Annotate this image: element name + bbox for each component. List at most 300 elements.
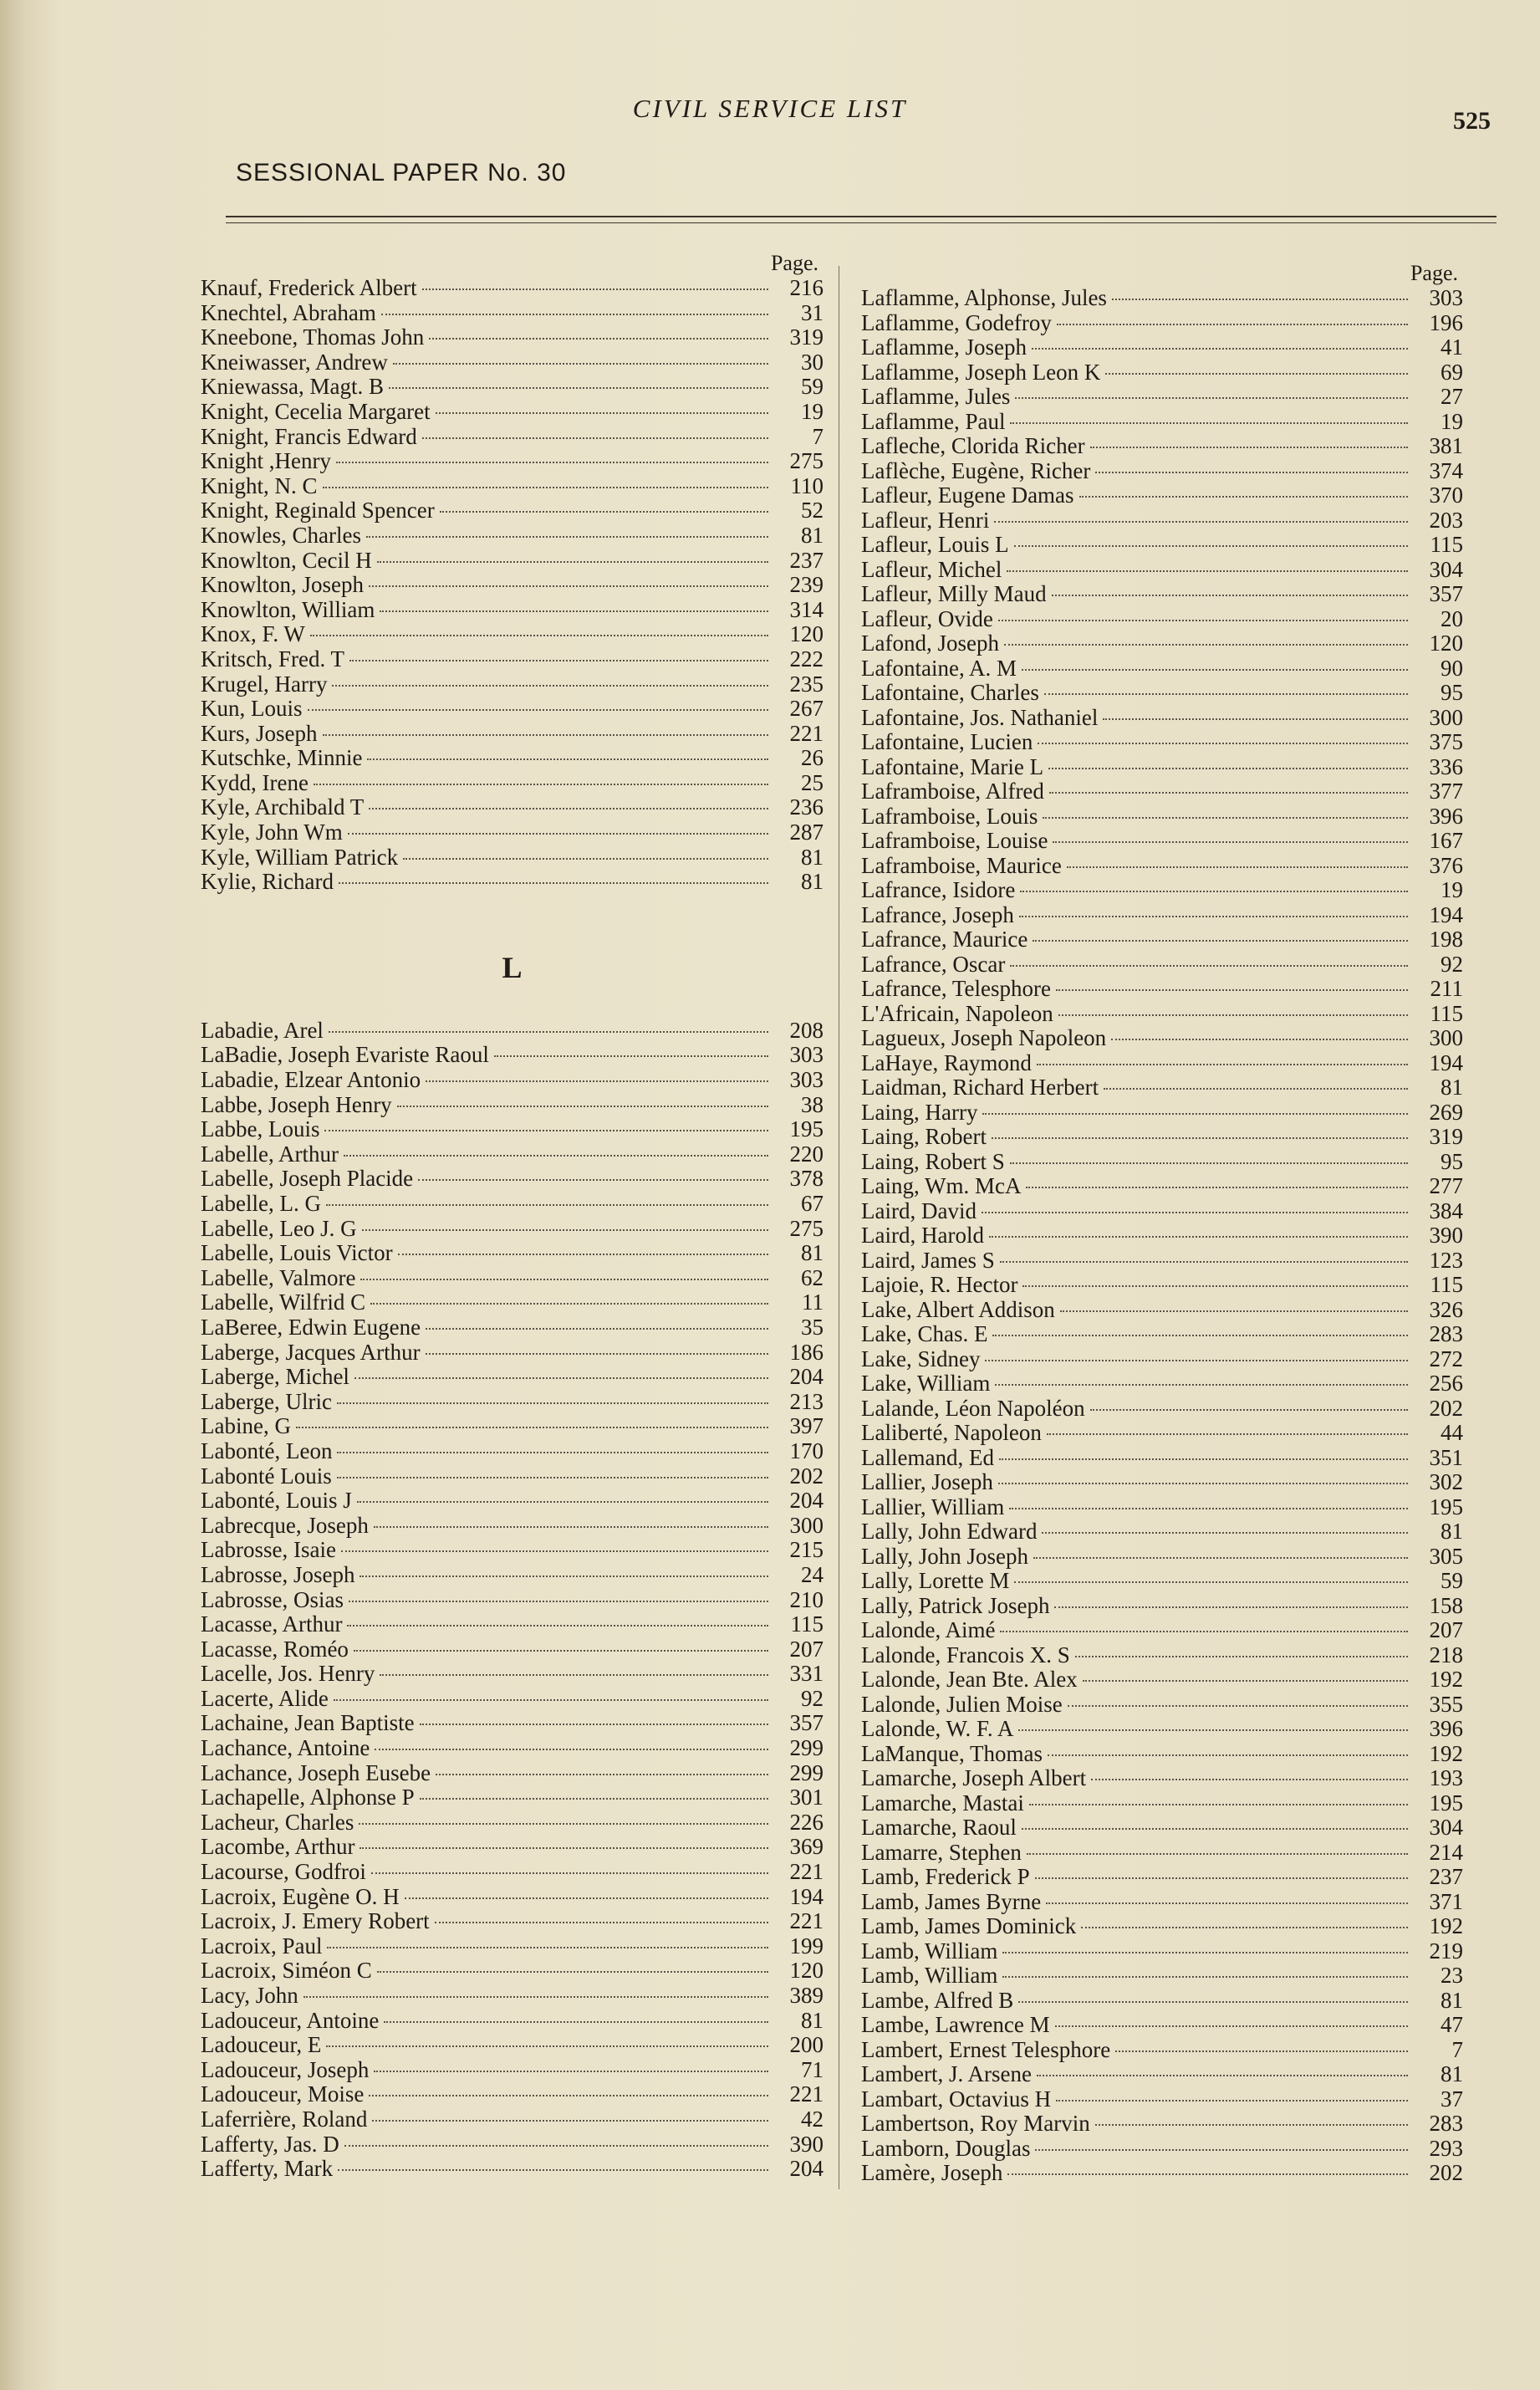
entry-name: Lafontaine, Marie L xyxy=(861,753,1044,779)
entry-name: Labrosse, Joseph xyxy=(201,1561,355,1587)
entry-page: 213 xyxy=(789,1388,824,1414)
dot-leader xyxy=(992,1136,1408,1139)
entry-name: Lacroix, J. Emery Robert xyxy=(201,1908,430,1934)
entry-name: Laing, Harry xyxy=(861,1099,978,1125)
dot-leader xyxy=(1014,544,1408,547)
dot-leader xyxy=(372,2119,768,2122)
index-entry xyxy=(201,1290,824,1315)
index-entry xyxy=(201,1835,824,1860)
index-entry xyxy=(201,2009,824,2034)
entry-page: 200 xyxy=(789,2032,824,2058)
dot-leader xyxy=(296,1426,768,1428)
dot-leader xyxy=(1112,298,1408,300)
entry-name: Laliberté, Napoleon xyxy=(861,1420,1042,1445)
index-entry xyxy=(201,870,824,895)
entry-name: Laird, David xyxy=(861,1198,977,1223)
entry-page: 30 xyxy=(801,349,824,375)
dot-leader xyxy=(371,1872,768,1874)
index-entry xyxy=(201,301,824,326)
entry-name: Lafferty, Jas. D xyxy=(201,2131,339,2157)
index-entry xyxy=(861,1495,1463,1520)
index-entry xyxy=(861,804,1463,830)
entry-name: LaHaye, Raymond xyxy=(861,1049,1032,1075)
left-entries-k xyxy=(201,276,824,895)
entry-name: Labelle, Wilfrid C xyxy=(201,1289,366,1315)
entry-page: 7 xyxy=(1451,2036,1463,2062)
dot-leader xyxy=(389,386,768,389)
index-entry xyxy=(861,878,1463,903)
index-entry xyxy=(861,1051,1463,1076)
index-entry xyxy=(861,1791,1463,1816)
index-entry xyxy=(861,2112,1463,2137)
dot-leader xyxy=(1105,372,1408,375)
dot-leader xyxy=(367,758,768,760)
entry-name: Lally, John Edward xyxy=(861,1519,1038,1544)
index-entry xyxy=(201,1736,824,1761)
entry-page: 52 xyxy=(801,498,824,523)
entry-page: 115 xyxy=(1430,1272,1463,1297)
entry-name: Lambe, Alfred B xyxy=(861,1987,1014,2013)
entry-page: 331 xyxy=(789,1661,824,1687)
index-entry xyxy=(201,1785,824,1810)
entry-page: 218 xyxy=(1429,1642,1463,1667)
index-entry xyxy=(861,1397,1463,1422)
entry-page: 81 xyxy=(801,2007,824,2033)
dot-leader xyxy=(339,881,768,884)
dot-leader xyxy=(1037,1063,1408,1065)
index-entry xyxy=(861,1890,1463,1915)
index-entry xyxy=(201,1464,824,1489)
entry-page: 81 xyxy=(801,1240,824,1266)
index-entry xyxy=(861,385,1463,410)
entry-name: Lalonde, Jean Bte. Alex xyxy=(861,1667,1078,1692)
entry-page: 374 xyxy=(1429,457,1463,483)
index-entry xyxy=(861,779,1463,804)
entry-page: 390 xyxy=(1429,1223,1463,1248)
entry-name: Lafontaine, Jos. Nathaniel xyxy=(861,704,1099,730)
dot-leader xyxy=(1032,347,1408,350)
entry-name: Laframboise, Maurice xyxy=(861,852,1062,878)
entry-name: Lalonde, Julien Moise xyxy=(861,1691,1063,1717)
dot-leader xyxy=(381,313,768,315)
dot-leader xyxy=(440,510,768,513)
entry-page: 303 xyxy=(1429,285,1463,310)
right-entries-l xyxy=(861,286,1463,2186)
dot-leader xyxy=(349,659,768,661)
entry-page: 202 xyxy=(789,1463,824,1489)
dot-leader xyxy=(1007,569,1408,572)
index-entry xyxy=(861,1914,1463,1939)
index-entry xyxy=(201,474,824,499)
entry-name: Lamarre, Stephen xyxy=(861,1839,1022,1865)
index-entry xyxy=(201,1117,824,1142)
dot-leader xyxy=(1037,2074,1408,2076)
entry-page: 26 xyxy=(801,745,824,771)
index-entry xyxy=(861,1865,1463,1890)
entry-page: 59 xyxy=(1441,1568,1463,1593)
entry-name: LaBadie, Joseph Evariste Raoul xyxy=(201,1042,489,1068)
entry-name: Lamarche, Joseph Albert xyxy=(861,1765,1087,1790)
entry-page: 202 xyxy=(1429,2160,1463,2185)
dot-leader xyxy=(994,520,1408,523)
entry-name: Labadie, Arel xyxy=(201,1017,324,1043)
entry-name: Lamborn, Douglas xyxy=(861,2135,1031,2161)
entry-page: 19 xyxy=(1441,877,1463,902)
entry-name: Laflamme, Godefroy xyxy=(861,309,1052,335)
entry-name: Laird, Harold xyxy=(861,1223,984,1248)
index-entry xyxy=(861,2161,1463,2186)
dot-leader xyxy=(1052,594,1408,596)
entry-page: 221 xyxy=(789,2081,824,2107)
dot-leader xyxy=(1104,1087,1408,1090)
index-entry xyxy=(861,1841,1463,1866)
dot-leader xyxy=(1115,2050,1408,2052)
entry-page: 192 xyxy=(1429,1667,1463,1692)
entry-name: Laing, Wm. McA xyxy=(861,1173,1022,1198)
index-entry xyxy=(861,681,1463,706)
dot-leader xyxy=(982,1112,1408,1115)
entry-page: 300 xyxy=(1429,704,1463,730)
index-entry xyxy=(201,1068,824,1093)
entry-name: Lafontaine, Charles xyxy=(861,680,1039,705)
entry-page: 304 xyxy=(1429,556,1463,582)
entry-name: Ladouceur, E xyxy=(201,2032,322,2058)
entry-name: Ladouceur, Moise xyxy=(201,2081,365,2107)
entry-page: 237 xyxy=(1429,1864,1463,1889)
entry-page: 305 xyxy=(1429,1543,1463,1569)
dot-leader xyxy=(1002,1975,1408,1978)
dot-leader xyxy=(1022,668,1408,671)
dot-leader xyxy=(1056,2099,1408,2101)
entry-page: 19 xyxy=(801,398,824,424)
entry-name: Knight ,Henry xyxy=(201,448,331,474)
entry-page: 384 xyxy=(1429,1198,1463,1223)
entry-page: 221 xyxy=(789,1908,824,1934)
entry-name: Kritsch, Fred. T xyxy=(201,646,344,672)
entry-page: 167 xyxy=(1429,828,1463,853)
entry-name: Laberge, Michel xyxy=(201,1364,349,1390)
index-entry xyxy=(201,1414,824,1439)
entry-page: 19 xyxy=(1441,408,1463,434)
entry-name: Labonté Louis xyxy=(201,1463,332,1489)
entry-page: 195 xyxy=(1429,1790,1463,1815)
dot-leader xyxy=(420,1797,768,1800)
index-entry xyxy=(861,631,1463,656)
entry-page: 275 xyxy=(789,1215,824,1241)
entry-name: Knight, Cecelia Margaret xyxy=(201,398,431,424)
index-entry xyxy=(861,558,1463,583)
index-entry xyxy=(861,582,1463,607)
index-entry xyxy=(201,2082,824,2107)
entry-page: 377 xyxy=(1429,779,1463,804)
index-entry xyxy=(201,1563,824,1588)
dot-leader xyxy=(422,437,768,439)
entry-name: Lamb, William xyxy=(861,1938,998,1964)
dot-leader xyxy=(326,1203,768,1206)
entry-name: Lacy, John xyxy=(201,1983,298,2008)
index-entry xyxy=(201,1637,824,1662)
dot-leader xyxy=(303,1995,768,1998)
entry-name: Laird, James S xyxy=(861,1247,995,1273)
entry-page: 199 xyxy=(789,1933,824,1958)
entry-name: Lambart, Octavius H xyxy=(861,2086,1052,2112)
index-entry xyxy=(861,533,1463,558)
entry-page: 120 xyxy=(1429,631,1463,656)
entry-page: 375 xyxy=(1429,729,1463,754)
index-entry xyxy=(201,449,824,474)
entry-name: Lafferty, Mark xyxy=(201,2156,334,2182)
entry-name: Lafontaine, Lucien xyxy=(861,729,1033,754)
entry-name: Lamb, Frederick P xyxy=(861,1864,1030,1889)
dot-leader xyxy=(374,1525,768,1528)
entry-page: 301 xyxy=(789,1785,824,1810)
dot-leader xyxy=(1022,1827,1408,1830)
entry-name: Kyle, Archibald T xyxy=(201,794,365,820)
index-entry xyxy=(201,498,824,523)
index-entry xyxy=(201,1885,824,1910)
index-entry xyxy=(861,410,1463,435)
entry-page: 389 xyxy=(789,1983,824,2008)
index-entry xyxy=(201,1217,824,1242)
entry-name: Lallier, William xyxy=(861,1494,1005,1519)
entry-name: Labonté, Louis J xyxy=(201,1488,352,1514)
index-entry xyxy=(201,1043,824,1068)
entry-name: Lacourse, Godfroi xyxy=(201,1859,366,1885)
entry-name: Kylie, Richard xyxy=(201,869,334,895)
entry-page: 123 xyxy=(1429,1247,1463,1273)
entry-name: Lambert, J. Arsene xyxy=(861,2061,1032,2086)
entry-page: 41 xyxy=(1441,334,1463,360)
dot-leader xyxy=(1075,1655,1408,1657)
entry-name: Knight, Reginald Spencer xyxy=(201,498,435,523)
entry-name: Lafrance, Isidore xyxy=(861,877,1016,902)
index-entry xyxy=(861,1273,1463,1298)
entry-page: 81 xyxy=(801,522,824,548)
index-entry xyxy=(861,508,1463,534)
entry-name: Kneiwasser, Andrew xyxy=(201,349,388,375)
index-entry xyxy=(201,1390,824,1415)
dot-leader xyxy=(1004,643,1408,646)
dot-leader xyxy=(1035,1877,1408,1879)
index-entry xyxy=(861,1643,1463,1668)
dot-leader xyxy=(323,486,768,488)
entry-page: 226 xyxy=(789,1809,824,1835)
entry-page: 203 xyxy=(1429,507,1463,533)
dot-leader xyxy=(369,2094,768,2096)
entry-page: 214 xyxy=(1429,1839,1463,1865)
dot-leader xyxy=(1048,1754,1408,1756)
entry-name: Knauf, Frederick Albert xyxy=(201,275,417,300)
dot-leader xyxy=(1010,964,1408,967)
entry-name: Kyle, John Wm xyxy=(201,820,343,845)
entry-name: Lake, Albert Addison xyxy=(861,1296,1055,1322)
dot-leader xyxy=(1090,1408,1408,1411)
dot-leader xyxy=(366,535,768,538)
index-entry xyxy=(861,1101,1463,1126)
letter-heading: L xyxy=(502,950,523,984)
index-entry xyxy=(861,607,1463,632)
dot-leader xyxy=(999,1458,1408,1460)
entry-page: 186 xyxy=(789,1339,824,1365)
dot-leader xyxy=(1067,866,1408,868)
entry-name: Laflamme, Jules xyxy=(861,384,1011,409)
entry-page: 287 xyxy=(789,820,824,845)
index-entry xyxy=(201,1687,824,1712)
index-entry xyxy=(861,1569,1463,1594)
dot-leader xyxy=(1007,2173,1408,2175)
entry-page: 115 xyxy=(1430,532,1463,557)
entry-page: 204 xyxy=(789,2156,824,2182)
entry-name: Lafleur, Ovide xyxy=(861,605,993,631)
entry-page: 236 xyxy=(789,794,824,820)
index-entry xyxy=(861,1322,1463,1347)
entry-name: Lamère, Joseph xyxy=(861,2160,1003,2185)
entry-name: Kyle, William Patrick xyxy=(201,844,399,870)
entry-name: Lachaine, Jean Baptiste xyxy=(201,1710,415,1736)
entry-page: 283 xyxy=(1429,2111,1463,2136)
dot-leader xyxy=(1081,1926,1408,1928)
index-entry xyxy=(861,1446,1463,1471)
entry-page: 69 xyxy=(1441,359,1463,385)
dot-leader xyxy=(1056,988,1408,991)
dot-leader xyxy=(1002,1951,1408,1953)
entry-page: 215 xyxy=(789,1537,824,1563)
dot-leader xyxy=(418,1178,768,1181)
entry-page: 81 xyxy=(1441,1519,1463,1544)
entry-name: Lambe, Lawrence M xyxy=(861,2012,1050,2037)
entry-name: Ladouceur, Joseph xyxy=(201,2056,370,2082)
entry-name: Laberge, Ulric xyxy=(201,1388,332,1414)
entry-page: 90 xyxy=(1441,655,1463,681)
index-entry xyxy=(201,746,824,771)
entry-page: 304 xyxy=(1429,1815,1463,1840)
dot-leader xyxy=(989,1235,1408,1238)
entry-name: Knowlton, Cecil H xyxy=(201,547,372,573)
entry-name: Lacerte, Alide xyxy=(201,1685,329,1711)
entry-page: 192 xyxy=(1429,1740,1463,1766)
entry-name: Labine, G xyxy=(201,1413,291,1439)
entry-page: 299 xyxy=(789,1735,824,1761)
entry-page: 300 xyxy=(789,1512,824,1538)
index-entry xyxy=(861,854,1463,879)
index-entry xyxy=(201,2157,824,2182)
entry-page: 207 xyxy=(1429,1617,1463,1642)
index-entry xyxy=(201,697,824,722)
dot-leader xyxy=(354,1376,768,1379)
dot-leader xyxy=(1058,1014,1408,1016)
index-entry xyxy=(201,1192,824,1217)
entry-name: Laflamme, Joseph xyxy=(861,334,1027,360)
entry-page: 71 xyxy=(801,2056,824,2082)
index-entry xyxy=(861,656,1463,682)
index-entry xyxy=(861,2038,1463,2063)
entry-name: Lalande, Léon Napoléon xyxy=(861,1395,1085,1421)
entry-page: 319 xyxy=(1429,1124,1463,1149)
dot-leader xyxy=(1095,2123,1408,2126)
index-entry xyxy=(861,360,1463,386)
index-entry xyxy=(201,622,824,647)
entry-page: 396 xyxy=(1429,1716,1463,1741)
index-entry xyxy=(861,1717,1463,1742)
dot-leader xyxy=(354,1649,768,1652)
index-entry xyxy=(861,1002,1463,1027)
index-entry xyxy=(861,706,1463,731)
entry-page: 351 xyxy=(1429,1444,1463,1470)
entry-page: 7 xyxy=(812,423,824,449)
index-entry xyxy=(861,2013,1463,2038)
dot-leader xyxy=(1000,1260,1408,1263)
entry-page: 81 xyxy=(1441,2061,1463,2086)
index-entry xyxy=(201,1365,824,1390)
entry-page: 235 xyxy=(789,671,824,697)
dot-leader xyxy=(327,1946,768,1948)
index-entry xyxy=(201,1093,824,1118)
dot-leader xyxy=(324,1129,768,1131)
entry-page: 192 xyxy=(1429,1913,1463,1938)
dot-leader xyxy=(1049,791,1408,794)
dot-leader xyxy=(1111,1038,1408,1040)
dot-leader xyxy=(329,1030,768,1033)
entry-name: Lafrance, Joseph xyxy=(861,901,1014,927)
index-entry xyxy=(201,1909,824,1934)
dot-leader xyxy=(1043,816,1408,819)
index-entry xyxy=(861,1199,1463,1224)
entry-page: 221 xyxy=(789,1859,824,1885)
entry-page: 35 xyxy=(801,1314,824,1340)
entry-page: 378 xyxy=(789,1166,824,1192)
dot-leader xyxy=(338,2168,768,2171)
entry-name: Laidman, Richard Herbert xyxy=(861,1075,1099,1100)
dot-leader xyxy=(1009,1507,1408,1509)
header-rule xyxy=(226,216,1497,217)
index-entry xyxy=(201,1588,824,1613)
dot-leader xyxy=(1047,1432,1408,1435)
dot-leader xyxy=(405,1897,768,1899)
entry-name: LaManque, Thomas xyxy=(861,1740,1043,1766)
entry-page: 202 xyxy=(1429,1395,1463,1421)
index-entry xyxy=(201,549,824,574)
dot-leader xyxy=(1033,939,1408,942)
dot-leader xyxy=(494,1055,768,1057)
entry-page: 110 xyxy=(790,472,824,498)
index-entry xyxy=(201,276,824,301)
index-entry xyxy=(201,1266,824,1291)
dot-leader xyxy=(982,1211,1408,1213)
index-entry xyxy=(201,2132,824,2158)
entry-name: Lalonde, Francois X. S xyxy=(861,1642,1070,1667)
dot-leader xyxy=(1068,1704,1408,1707)
entry-page: 314 xyxy=(789,596,824,622)
entry-name: Knight, N. C xyxy=(201,472,318,498)
entry-name: Labelle, Arthur xyxy=(201,1141,339,1167)
index-entry xyxy=(201,1958,824,1984)
dot-leader xyxy=(369,807,768,809)
index-entry xyxy=(861,1594,1463,1619)
dot-leader xyxy=(357,1500,768,1503)
entry-page: 211 xyxy=(1430,976,1463,1001)
dot-leader xyxy=(1035,2148,1408,2151)
index-entry xyxy=(861,1174,1463,1199)
dot-leader xyxy=(308,708,769,711)
entry-name: LaBeree, Edwin Eugene xyxy=(201,1314,421,1340)
dot-leader xyxy=(1019,915,1408,917)
index-entry xyxy=(861,1667,1463,1693)
entry-name: Lacasse, Arthur xyxy=(201,1611,343,1637)
index-entry xyxy=(201,1810,824,1836)
entry-page: 47 xyxy=(1441,2012,1463,2037)
entry-page: 67 xyxy=(801,1191,824,1216)
entry-page: 11 xyxy=(802,1289,824,1315)
